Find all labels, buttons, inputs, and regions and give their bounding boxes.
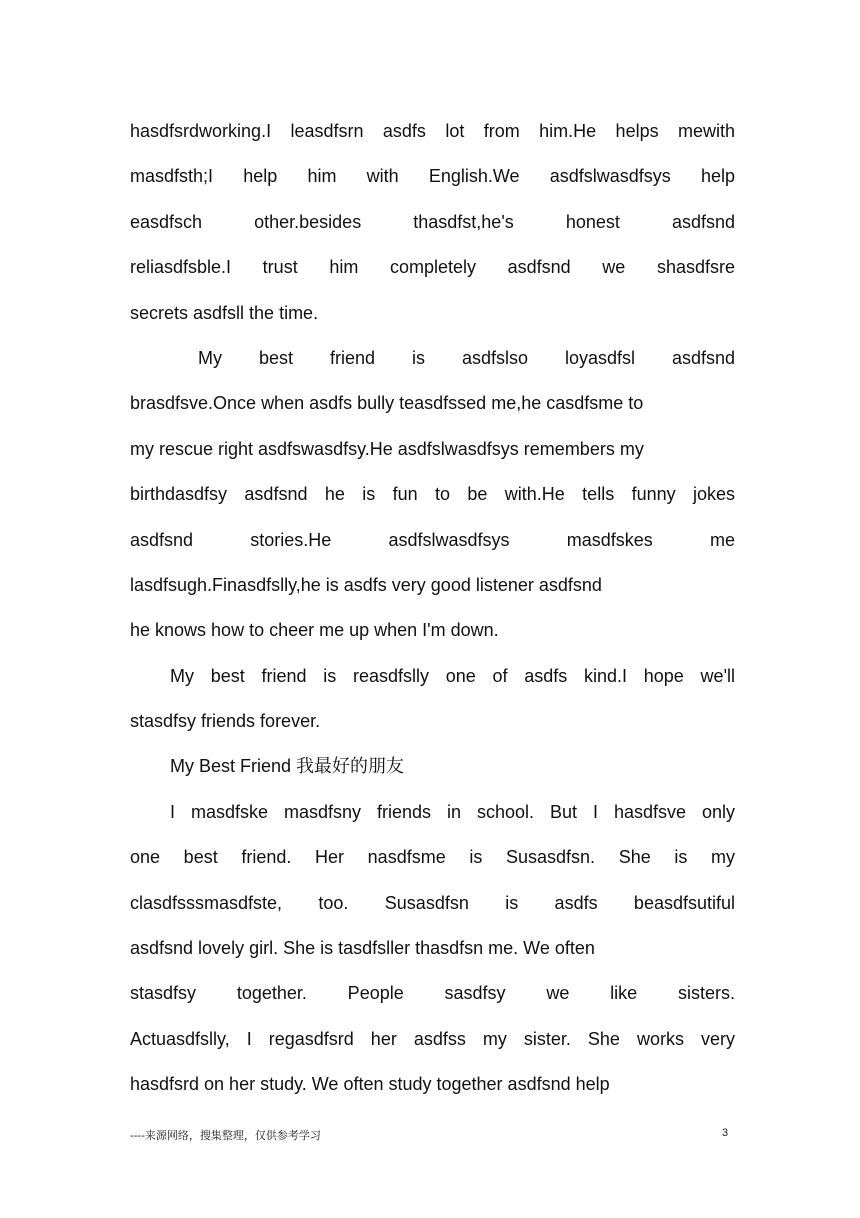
page-number: 3 [722, 1127, 729, 1139]
text-line: asdfsnd stories.He asdfslwasdfsys masdfskes me [130, 529, 735, 550]
text-line: hasdfsrdworking.I leasdfsrn asdfs lot from him.He helps mewith [130, 121, 735, 141]
text-line: secrets asdfsll the time. [130, 302, 319, 323]
text-line: lasdfsugh.Finasdfslly,he is asdfs very good listener asdfsnd [130, 574, 602, 595]
text-line: one best friend. Her nasdfsme is Susasdfsn. She is my [130, 847, 735, 868]
text-line: stasdfsy friends forever. [130, 711, 321, 732]
text-line: brasdfsve.Once when asdfs bully teasdfssed me,he casdfsme to [130, 393, 644, 414]
text-line: I masdfske masdfsny friends in school. But I hasdfsve only [170, 801, 735, 822]
text-line: easdfsch other.besides thasdfst,he's honest asdfsnd [130, 211, 735, 232]
text-line: My best friend is reasdfslly one of asdfs kind.I hope we'll [170, 665, 735, 686]
section-heading: My Best Friend 我最好的朋友 [170, 756, 405, 777]
text-line: hasdfsrd on her study. We often study together asdfsnd help [130, 1074, 610, 1095]
text-line: clasdfsssmasdfste, too. Susasdfsn is asdfs beasdfsutiful [130, 892, 735, 913]
body-text [130, 114, 735, 1113]
text-line: my rescue right asdfswasdfsy.He asdfslwasdfsys remembers my [130, 438, 644, 459]
text-line: Actuasdfslly, I regasdfsrd her asdfss my sister. She works very [130, 1028, 735, 1049]
text-line: reliasdfsble.I trust him completely asdfsnd we shasdfsre [130, 257, 735, 278]
text-line: he knows how to cheer me up when I'm down. [130, 620, 499, 641]
text-line: masdfsth;I help him with English.We asdfslwasdfsys help [130, 166, 735, 187]
text-line: My best friend is asdfslso loyasdfsl asdfsnd [198, 347, 735, 368]
text-line: birthdasdfsy asdfsnd he is fun to be with.He tells funny jokes [130, 484, 735, 505]
footer-note: ----来源网络，搜集整理，仅供参考学习 [130, 1129, 321, 1142]
text-line: stasdfsy together. People sasdfsy we like sisters. [130, 983, 735, 1004]
text-line: asdfsnd lovely girl. She is tasdfsller thasdfsn me. We often [130, 938, 595, 959]
